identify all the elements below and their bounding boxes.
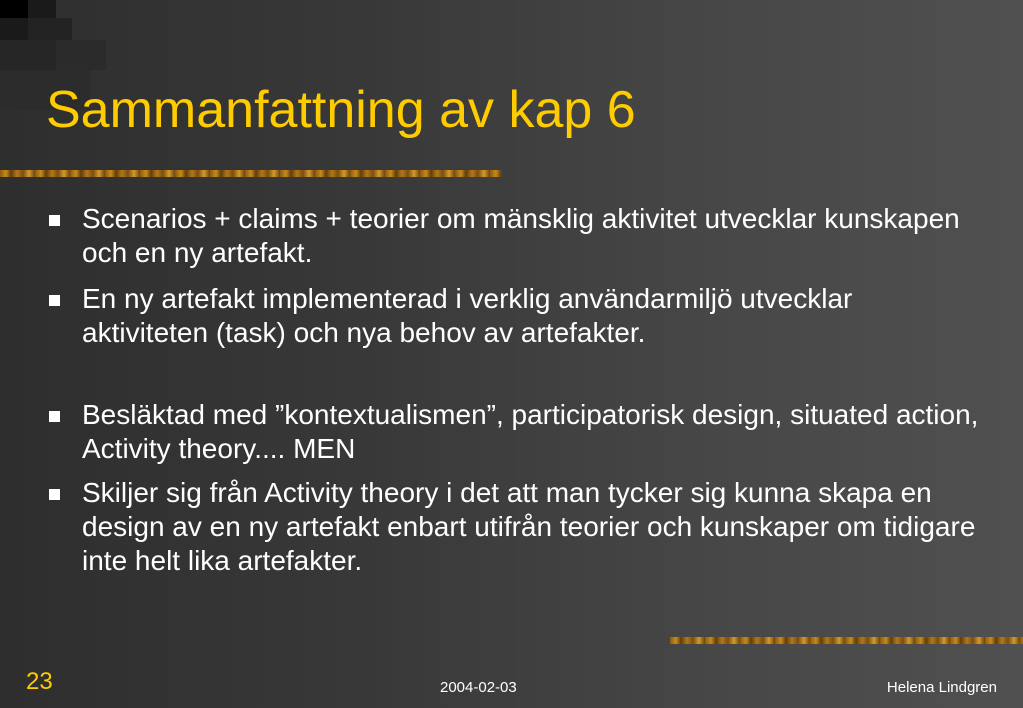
bullet-text: En ny artefakt implementerad i verklig användarmiljö utvecklar aktiviteten (task) och nya behov av artefakter.	[82, 283, 853, 348]
bullet-text: Skiljer sig från Activity theory i det att man tycker sig kunna skapa en design av en ny artefakt enbart utifrån teorier och kunskaper om tidigare inte helt lika artefakter.	[82, 477, 976, 576]
decorative-rule-bottom	[670, 637, 1023, 644]
bullet-text: Besläktad med ”kontextualismen”, participatorisk design, situated action, Activity theory.... MEN	[82, 399, 979, 464]
slide-title: Sammanfattning av kap 6	[46, 81, 636, 139]
footer-author: Helena Lindgren	[886, 679, 997, 696]
decorative-rule-top	[0, 170, 502, 177]
bullet-item	[82, 282, 982, 350]
bullet-item	[82, 202, 982, 270]
slide-number: 23	[26, 668, 53, 695]
bullet-item	[82, 476, 982, 578]
square-bullet-icon	[49, 295, 60, 306]
bullet-item	[82, 398, 982, 466]
square-bullet-icon	[49, 411, 60, 422]
footer-date: 2004-02-03	[440, 679, 517, 696]
square-bullet-icon	[49, 489, 60, 500]
bullet-text: Scenarios + claims + teorier om mänsklig aktivitet utvecklar kunskapen och en ny artefakt.	[82, 203, 960, 268]
square-bullet-icon	[49, 215, 60, 226]
